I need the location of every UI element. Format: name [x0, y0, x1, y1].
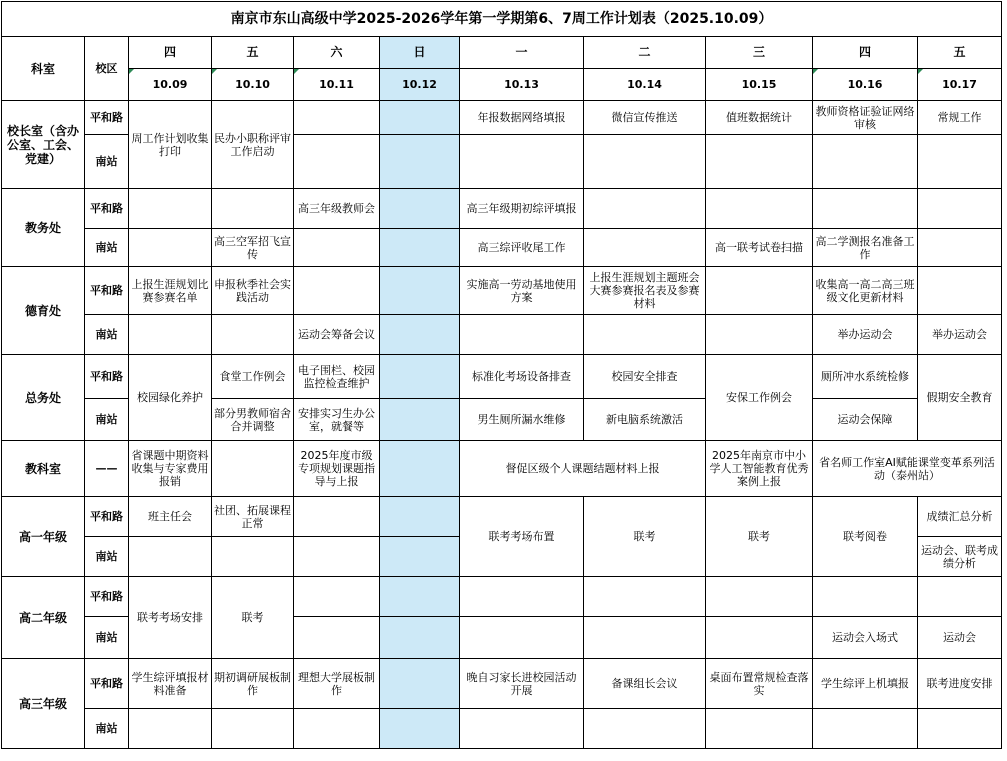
task-cell: [460, 315, 584, 355]
dept-grade-1: 高一年级: [2, 497, 85, 577]
sunday-cell: [380, 135, 460, 189]
task-cell: 高一联考试卷扫描: [706, 229, 813, 267]
task-cell: 运动会入场式: [813, 617, 918, 659]
campus-pinghe: 平和路: [85, 101, 129, 135]
date-cell: 10.14: [584, 69, 706, 101]
task-cell: [918, 189, 1002, 229]
task-cell: [294, 497, 380, 537]
task-cell: 运动会、联考成绩分析: [918, 537, 1002, 577]
task-cell: 学生综评填报材料准备: [129, 659, 212, 709]
task-cell: [706, 709, 813, 749]
sunday-cell: [380, 659, 460, 709]
task-cell: [212, 189, 294, 229]
task-cell: 社团、拓展课程正常: [212, 497, 294, 537]
task-cell: [918, 577, 1002, 617]
task-cell: [706, 617, 813, 659]
weekday-cell: 二: [584, 37, 706, 69]
task-cell: [129, 229, 212, 267]
task-cell: [460, 135, 584, 189]
task-cell: [918, 267, 1002, 315]
weekday-cell: 六: [294, 37, 380, 69]
task-cell: 2025年度市级专项规划课题指导与上报: [294, 441, 380, 497]
task-cell: 男生厕所漏水维修: [460, 399, 584, 441]
date-cell-sunday: 10.12: [380, 69, 460, 101]
date-cell: 10.09: [129, 69, 212, 101]
date-cell: 10.16: [813, 69, 918, 101]
task-cell: 上报生涯规划比赛参赛名单: [129, 267, 212, 315]
sunday-cell: [380, 189, 460, 229]
campus-nanzhan: 南站: [85, 537, 129, 577]
task-cell: 省课题中期资料收集与专家费用报销: [129, 441, 212, 497]
task-cell: 食堂工作例会: [212, 355, 294, 399]
task-cell: [706, 315, 813, 355]
task-cell: [918, 709, 1002, 749]
sunday-cell: [380, 441, 460, 497]
campus-nanzhan: 南站: [85, 135, 129, 189]
task-cell: 校园绿化养护: [129, 355, 212, 441]
date-cell: 10.17: [918, 69, 1002, 101]
task-cell: 常规工作: [918, 101, 1002, 135]
dept-research-office: 教科室: [2, 441, 85, 497]
task-cell: 校园安全排查: [584, 355, 706, 399]
task-cell: [129, 537, 212, 577]
task-cell: [460, 577, 584, 617]
campus-nanzhan: 南站: [85, 229, 129, 267]
task-cell: [584, 315, 706, 355]
dept-moral-education: 德育处: [2, 267, 85, 355]
task-cell: 实施高一劳动基地使用方案: [460, 267, 584, 315]
weekday-cell: 一: [460, 37, 584, 69]
task-cell: 安排实习生办公室，就餐等: [294, 399, 380, 441]
task-cell: [129, 315, 212, 355]
task-cell: 新电脑系统激活: [584, 399, 706, 441]
weekday-cell-sunday: 日: [380, 37, 460, 69]
task-cell: 上报生涯规划主题班会大赛参赛报名表及参赛材料: [584, 267, 706, 315]
task-cell: 2025年南京市中小学人工智能教育优秀案例上报: [706, 441, 813, 497]
task-cell: [584, 135, 706, 189]
sunday-cell: [380, 315, 460, 355]
task-cell: 部分男教师宿舍合并调整: [212, 399, 294, 441]
campus-pinghe: 平和路: [85, 659, 129, 709]
task-cell: 收集高一高二高三班级文化更新材料: [813, 267, 918, 315]
campus-pinghe: 平和路: [85, 497, 129, 537]
date-cell: 10.11: [294, 69, 380, 101]
sunday-cell: [380, 229, 460, 267]
task-cell: [129, 709, 212, 749]
task-cell: 联考考场布置: [460, 497, 584, 577]
task-cell: 备课组长会议: [584, 659, 706, 709]
task-cell: [129, 189, 212, 229]
task-cell: 联考: [212, 577, 294, 659]
campus-pinghe: 平和路: [85, 267, 129, 315]
task-cell: [584, 229, 706, 267]
task-cell: 微信宣传推送: [584, 101, 706, 135]
task-cell: 周工作计划收集打印: [129, 101, 212, 189]
task-cell: 联考阅卷: [813, 497, 918, 577]
task-cell: [212, 441, 294, 497]
task-cell: [212, 537, 294, 577]
dept-academic-affairs: 教务处: [2, 189, 85, 267]
task-cell: 高二学测报名准备工作: [813, 229, 918, 267]
weekday-cell: 四: [813, 37, 918, 69]
task-cell: [294, 537, 380, 577]
task-cell: [460, 617, 584, 659]
task-cell: 运动会: [918, 617, 1002, 659]
task-cell: 举办运动会: [918, 315, 1002, 355]
campus-nanzhan: 南站: [85, 315, 129, 355]
task-cell: 运动会筹备会议: [294, 315, 380, 355]
task-cell: [294, 101, 380, 135]
task-cell: 标准化考场设备排查: [460, 355, 584, 399]
task-cell: 教师资格证验证网络审核: [813, 101, 918, 135]
task-cell: [584, 189, 706, 229]
task-cell: 联考考场安排: [129, 577, 212, 659]
task-cell: 高三空军招飞宣传: [212, 229, 294, 267]
task-cell: [706, 135, 813, 189]
sunday-cell: [380, 399, 460, 441]
campus-nanzhan: 南站: [85, 617, 129, 659]
dept-grade-3: 高三年级: [2, 659, 85, 749]
dept-principal-office: 校长室（含办公室、工会、党建）: [2, 101, 85, 189]
weekday-cell: 三: [706, 37, 813, 69]
weekday-cell: 五: [918, 37, 1002, 69]
task-cell: [813, 189, 918, 229]
task-cell: 学生综评上机填报: [813, 659, 918, 709]
task-cell: 桌面布置常规检查落实: [706, 659, 813, 709]
task-cell: [294, 709, 380, 749]
campus-pinghe: 平和路: [85, 355, 129, 399]
task-cell: 值班数据统计: [706, 101, 813, 135]
task-cell: 高三综评收尾工作: [460, 229, 584, 267]
task-cell: 厕所冲水系统检修: [813, 355, 918, 399]
task-cell: 省名师工作室AI赋能课堂变革系列活动（泰州站）: [813, 441, 1002, 497]
date-cell: 10.10: [212, 69, 294, 101]
date-cell: 10.13: [460, 69, 584, 101]
campus-nanzhan: 南站: [85, 399, 129, 441]
task-cell: [706, 189, 813, 229]
task-cell: [813, 135, 918, 189]
campus-header: 校区: [85, 37, 129, 101]
task-cell: [212, 315, 294, 355]
sunday-cell: [380, 617, 460, 659]
dept-grade-2: 高二年级: [2, 577, 85, 659]
sunday-cell: [380, 537, 460, 577]
task-cell: [294, 229, 380, 267]
task-cell: 高三年级教师会: [294, 189, 380, 229]
campus-nanzhan: 南站: [85, 709, 129, 749]
task-cell: [584, 617, 706, 659]
date-cell: 10.15: [706, 69, 813, 101]
sunday-cell: [380, 709, 460, 749]
task-cell: 申报秋季社会实践活动: [212, 267, 294, 315]
task-cell: [918, 229, 1002, 267]
task-cell: [294, 135, 380, 189]
campus-pinghe: 平和路: [85, 577, 129, 617]
task-cell: 班主任会: [129, 497, 212, 537]
weekday-cell: 五: [212, 37, 294, 69]
task-cell: [918, 135, 1002, 189]
dept-header: 科室: [2, 37, 85, 101]
task-cell: 电子围栏、校园监控检查维护: [294, 355, 380, 399]
task-cell: 高三年级期初综评填报: [460, 189, 584, 229]
task-cell: 安保工作例会: [706, 355, 813, 441]
task-cell: 晚自习家长进校园活动开展: [460, 659, 584, 709]
task-cell: [212, 709, 294, 749]
sunday-cell: [380, 101, 460, 135]
sunday-cell: [380, 497, 460, 537]
task-cell: [294, 267, 380, 315]
task-cell: 督促区级个人课题结题材料上报: [460, 441, 706, 497]
task-cell: [706, 267, 813, 315]
table-title: 南京市东山高级中学2025-2026学年第一学期第6、7周工作计划表（2025.10.09）: [2, 2, 1002, 37]
weekday-cell: 四: [129, 37, 212, 69]
task-cell: [584, 577, 706, 617]
sunday-cell: [380, 267, 460, 315]
task-cell: 联考进度安排: [918, 659, 1002, 709]
task-cell: [584, 709, 706, 749]
task-cell: [294, 577, 380, 617]
campus-none: ——: [85, 441, 129, 497]
sunday-cell: [380, 577, 460, 617]
task-cell: [813, 577, 918, 617]
task-cell: [460, 709, 584, 749]
task-cell: [813, 709, 918, 749]
dept-general-affairs: 总务处: [2, 355, 85, 441]
task-cell: 举办运动会: [813, 315, 918, 355]
task-cell: 运动会保障: [813, 399, 918, 441]
campus-pinghe: 平和路: [85, 189, 129, 229]
task-cell: 期初调研展板制作: [212, 659, 294, 709]
task-cell: 理想大学展板制作: [294, 659, 380, 709]
task-cell: 成绩汇总分析: [918, 497, 1002, 537]
work-plan-table: [1, 1, 1002, 749]
task-cell: 联考: [584, 497, 706, 577]
task-cell: 联考: [706, 497, 813, 577]
task-cell: [706, 577, 813, 617]
task-cell: 年报数据网络填报: [460, 101, 584, 135]
task-cell: [294, 617, 380, 659]
sunday-cell: [380, 355, 460, 399]
task-cell: 民办小职称评审工作启动: [212, 101, 294, 189]
task-cell: 假期安全教育: [918, 355, 1002, 441]
